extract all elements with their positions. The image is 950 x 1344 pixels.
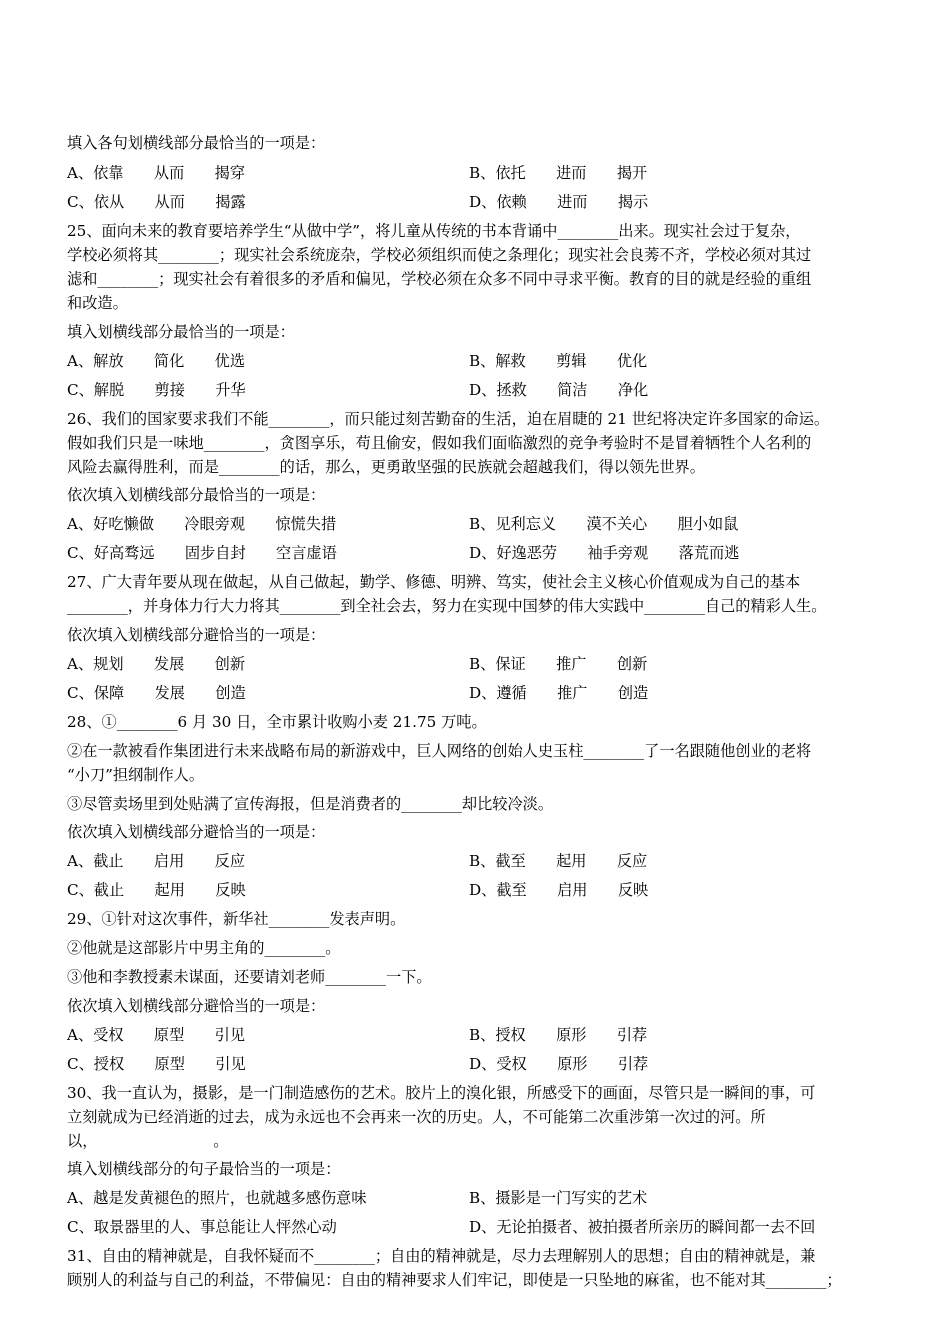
q29-text-line: ②他就是这部影片中男主角的________。 xyxy=(67,939,341,957)
q30-text-line: 立刻就成为已经消逝的过去，成为永远也不会再来一次的历史。人，不可能第二次重涉第一次过的河。所 xyxy=(67,1108,766,1126)
q25-option-b: B、解救 剪辑 优化 xyxy=(469,352,648,370)
q26-option-b: B、见利忘义 漠不关心 胆小如鼠 xyxy=(469,515,739,533)
q25-text-line: 和改造。 xyxy=(67,294,128,312)
q29-text-line: ③他和李教授素未谋面，还要请刘老师________一下。 xyxy=(67,968,432,986)
q24-option-a: A、依靠 从而 揭穿 xyxy=(67,164,246,182)
q26-prompt: 依次填入划横线部分最恰当的一项是： xyxy=(67,486,326,504)
q28-option-d: D、截至 启用 反映 xyxy=(469,881,649,899)
q26-option-c: C、好高骛远 固步自封 空言虚语 xyxy=(67,544,337,562)
q27-option-c: C、保障 发展 创造 xyxy=(67,684,246,702)
q26-text-line: 26、我们的国家要求我们不能________，而只能过刻苦勤奋的生活，迫在眉睫的 21 世纪将决定许多国家的命运。 xyxy=(67,410,830,428)
q29-prompt: 依次填入划横线部分避恰当的一项是： xyxy=(67,997,326,1015)
q25-prompt: 填入划横线部分最恰当的一项是： xyxy=(67,323,295,341)
q25-text-line: 25、面向未来的教育要培养学生“从做中学”，将儿童从传统的书本背诵中________出来。现实社会过于复杂， xyxy=(67,222,801,240)
q28-option-b: B、截至 起用 反应 xyxy=(469,852,648,870)
q27-prompt: 依次填入划横线部分避恰当的一项是： xyxy=(67,626,326,644)
q30-text-line: 以， 。 xyxy=(67,1132,229,1150)
q29-option-c: C、授权 原型 引见 xyxy=(67,1055,246,1073)
q28-prompt: 依次填入划横线部分避恰当的一项是： xyxy=(67,823,326,841)
q30-text-line: 30、我一直认为，摄影，是一门制造感伤的艺术。胶片上的溴化银，所感受下的画面，尽管只是一瞬间的事，可 xyxy=(67,1084,816,1102)
q25-option-d: D、拯救 简洁 净化 xyxy=(469,381,649,399)
q27-option-a: A、规划 发展 创新 xyxy=(67,655,246,673)
q30-option-a: A、越是发黄褪色的照片，也就越多感伤意味 xyxy=(67,1189,367,1207)
q24-option-b: B、依托 进而 揭开 xyxy=(469,164,648,182)
q27-option-d: D、遵循 推广 创造 xyxy=(469,684,649,702)
q30-option-d: D、无论拍摄者、被拍摄者所亲历的瞬间都一去不回 xyxy=(469,1218,816,1236)
q30-option-c: C、取景器里的人、事总能让人怦然心动 xyxy=(67,1218,337,1236)
q28-option-a: A、截止 启用 反应 xyxy=(67,852,246,870)
q24-option-d: D、依赖 进而 揭示 xyxy=(469,193,649,211)
q29-text-line: 29、①针对这次事件，新华社________发表声明。 xyxy=(67,910,406,928)
q26-text-line: 假如我们只是一味地________，贪图享乐，苟且偷安，假如我们面临激烈的竞争考验时不是冒着牺牲个人名利的 xyxy=(67,434,812,452)
q27-option-b: B、保证 推广 创新 xyxy=(469,655,648,673)
q30-option-b: B、摄影是一门写实的艺术 xyxy=(469,1189,648,1207)
q25-text-line: 学校必须将其________；现实社会系统庞杂，学校必须组织而使之条理化；现实社会良莠不齐，学校必须对其过 xyxy=(67,246,812,264)
q29-option-b: B、授权 原形 引荐 xyxy=(469,1026,648,1044)
q26-option-a: A、好吃懒做 冷眼旁观 惊慌失措 xyxy=(67,515,337,533)
q28-option-c: C、截止 起用 反映 xyxy=(67,881,246,899)
q25-option-c: C、解脱 剪接 升华 xyxy=(67,381,246,399)
q28-text-line: ③尽管卖场里到处贴满了宣传海报，但是消费者的________却比较冷淡。 xyxy=(67,795,553,813)
q30-prompt: 填入划横线部分的句子最恰当的一项是： xyxy=(67,1160,341,1178)
q29-option-a: A、受权 原型 引见 xyxy=(67,1026,246,1044)
q24-prompt: 填入各句划横线部分最恰当的一项是： xyxy=(67,134,326,152)
q27-text-line: ________，并身体力行大力将其________到全社会去，努力在实现中国梦的伟大实践中________自己的精彩人生。 xyxy=(67,597,827,615)
q24-option-c: C、依从 从而 揭露 xyxy=(67,193,246,211)
q31-text-line: 31、自由的精神就是，自我怀疑而不________；自由的精神就是，尽力去理解别人的思想；自由的精神就是，兼 xyxy=(67,1247,816,1265)
q28-text-line: ②在一款被看作集团进行未来战略布局的新游戏中，巨人网络的创始人史玉柱________了一名跟随他创业的老将 xyxy=(67,742,812,760)
q31-text-line: 顾别人的利益与自己的利益，不带偏见：自由的精神要求人们牢记，即使是一只坠地的麻雀，也不能对其________； xyxy=(67,1271,842,1289)
q27-text-line: 27、广大青年要从现在做起，从自己做起，勤学、修德、明辨、笃实，使社会主义核心价值观成为自己的基本 xyxy=(67,573,801,591)
q29-option-d: D、受权 原形 引荐 xyxy=(469,1055,649,1073)
q28-text-line: 28、①________6 月 30 日，全市累计收购小麦 21.75 万吨。 xyxy=(67,713,487,731)
q28-text-line: “小刀”担纲制作人。 xyxy=(67,766,205,784)
q25-option-a: A、解放 简化 优选 xyxy=(67,352,246,370)
q26-text-line: 风险去赢得胜利，而是________的话，那么，更勇敢坚强的民族就会超越我们，得以领先世界。 xyxy=(67,458,705,476)
q26-option-d: D、好逸恶劳 袖手旁观 落荒而逃 xyxy=(469,544,740,562)
q25-text-line: 滤和________；现实社会有着很多的矛盾和偏见，学校必须在众多不同中寻求平衡。教育的目的就是经验的重组 xyxy=(67,270,812,288)
